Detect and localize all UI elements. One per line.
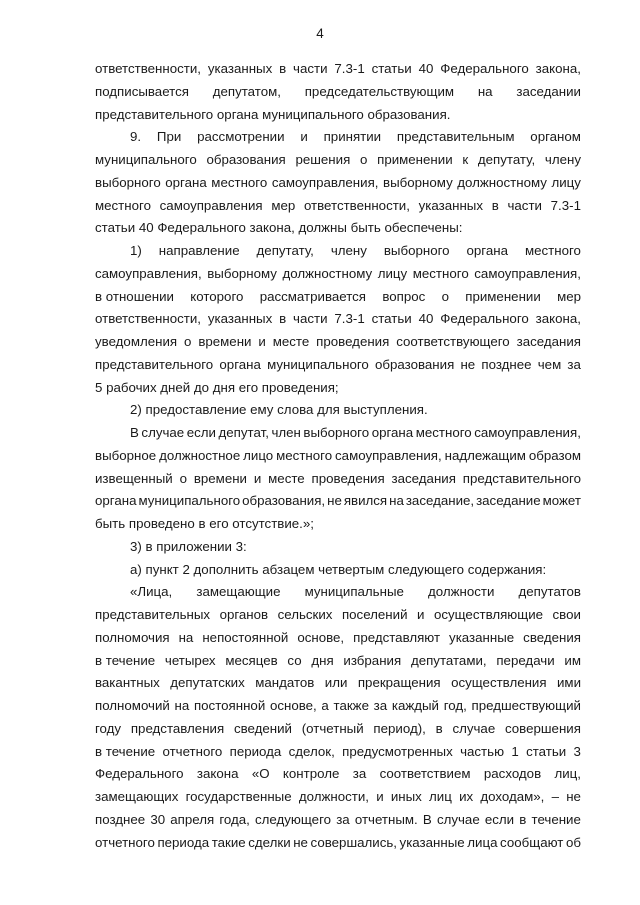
word: органа <box>466 243 508 258</box>
word: передачи <box>496 652 555 668</box>
word: 40 <box>418 311 434 327</box>
word: заседание <box>476 493 541 509</box>
text-line <box>95 354 581 377</box>
word: явился <box>343 493 388 509</box>
word: извещенный <box>95 470 173 486</box>
word: образования, <box>242 493 326 509</box>
word: в <box>279 311 287 327</box>
text-line <box>95 786 581 809</box>
text-line <box>95 672 581 695</box>
text-line <box>95 809 581 832</box>
word: члену <box>330 243 367 258</box>
word: лиц <box>429 789 452 804</box>
text-line: 5 рабочих дней до дня его проведения; <box>95 379 339 395</box>
word: отчетного <box>95 834 155 850</box>
word: применении <box>465 288 541 304</box>
word: об <box>565 834 581 850</box>
word: непостоянной <box>202 629 289 645</box>
word: на <box>477 83 493 99</box>
word: иных <box>390 789 422 804</box>
word: депутатом, <box>212 83 281 99</box>
word: за <box>352 766 367 782</box>
word: замещающие <box>196 584 281 600</box>
word: депутату, <box>477 152 536 167</box>
word: самоуправления, <box>271 174 379 190</box>
word: органов <box>219 607 269 622</box>
word: течение <box>531 811 581 827</box>
word: Федерального <box>95 766 184 782</box>
word: депутат, <box>218 425 269 440</box>
word: ответственности, <box>95 311 201 327</box>
word: со <box>287 652 302 668</box>
word: в течение <box>95 652 156 668</box>
word: 7.3-1 <box>334 311 365 327</box>
word: и <box>417 607 425 622</box>
word: проведения <box>316 334 390 349</box>
word: позднее <box>481 356 532 372</box>
word: если <box>186 425 216 440</box>
word: заседании <box>516 83 581 99</box>
text-line <box>95 741 581 764</box>
word: указанных <box>207 61 273 76</box>
word: постоянной <box>193 698 266 713</box>
word: местного <box>415 425 472 440</box>
word: избрания <box>343 652 402 668</box>
word: указанных <box>418 197 484 213</box>
word: основе, <box>269 698 317 713</box>
word: выборного <box>303 425 370 440</box>
word: представляют <box>353 629 441 645</box>
word: позднее <box>95 811 146 827</box>
word: образования <box>206 152 286 167</box>
text-line <box>95 581 581 604</box>
word: ими <box>557 675 581 691</box>
word: местного <box>95 197 151 213</box>
text-line <box>95 627 581 650</box>
word: периода <box>229 743 282 759</box>
text-line: статьи 40 Федерального закона, должны быть обеспечены: <box>95 220 463 236</box>
word: В <box>422 811 432 827</box>
word: представительного <box>462 470 581 486</box>
text-line <box>95 126 581 149</box>
word: в отношении <box>95 288 174 304</box>
word: сделки <box>248 834 291 850</box>
word: мер <box>557 288 581 304</box>
word: соответствующего <box>396 334 510 349</box>
word: не <box>293 834 308 850</box>
word: заседания <box>516 334 581 349</box>
word: 9. <box>130 129 142 145</box>
word: предусмотренных <box>342 743 453 759</box>
word: заседания <box>391 470 456 486</box>
text-line <box>95 490 581 513</box>
word: не <box>460 356 476 372</box>
word: мер <box>271 197 296 213</box>
word: лиц, <box>554 766 581 782</box>
word: органом <box>530 129 581 145</box>
word: представительного <box>95 356 214 372</box>
word: рассматривается <box>259 288 367 304</box>
word: самоуправления <box>159 197 263 213</box>
word: статьи <box>371 311 412 327</box>
word: подписывается <box>95 83 189 99</box>
word: и <box>253 470 262 486</box>
word: времени <box>198 334 252 349</box>
text-line <box>95 604 581 627</box>
word: закона, <box>535 61 581 76</box>
word: – <box>551 789 559 804</box>
word: за <box>567 356 581 372</box>
text-line: быть проведено в его отсутствие.»; <box>95 516 314 531</box>
word: местного <box>524 243 581 258</box>
word: самоуправления, <box>474 265 581 281</box>
word: статьи <box>526 743 567 759</box>
word: самоуправления, <box>95 265 202 281</box>
word: закона, <box>535 311 581 327</box>
word: а <box>321 698 329 713</box>
word: времени <box>193 470 247 486</box>
word: о <box>441 288 449 304</box>
word: также <box>333 698 369 713</box>
word: на <box>174 698 190 713</box>
word: год, <box>443 698 467 713</box>
word: о <box>179 470 187 486</box>
word: о <box>360 152 368 167</box>
word: за <box>336 811 350 827</box>
word: должностному <box>457 174 547 190</box>
word: 40 <box>418 61 434 76</box>
word: не <box>566 789 581 804</box>
word: ответственности, <box>303 197 410 213</box>
word: в <box>279 61 287 76</box>
word: указанных <box>207 311 273 327</box>
text-line <box>95 240 581 263</box>
word: в <box>435 720 443 736</box>
word: муниципального <box>138 493 241 509</box>
word: осуществления <box>451 675 547 691</box>
word: местного <box>211 174 268 190</box>
word: В <box>130 425 139 440</box>
word: случае <box>452 720 496 736</box>
word: проведения <box>311 470 385 486</box>
word: если <box>484 811 515 827</box>
text-line: 2) предоставление ему слова для выступления. <box>130 402 428 418</box>
word: сделок, <box>288 743 335 759</box>
document-body <box>95 58 581 854</box>
word: органа <box>95 493 137 509</box>
word: части <box>507 197 542 213</box>
word: рассмотрении <box>197 129 285 145</box>
word: депутату, <box>256 243 314 258</box>
word: вакантных <box>95 675 160 691</box>
text-line <box>95 308 581 331</box>
text-line <box>95 172 581 195</box>
word: депутатов <box>518 584 581 600</box>
word: им <box>564 652 581 668</box>
word: выборное <box>95 447 157 463</box>
word: указанные <box>449 629 515 645</box>
word: замещающих <box>95 789 179 804</box>
word: надлежащим <box>444 447 526 463</box>
word: предшествующий <box>471 698 581 713</box>
word: осуществляющие <box>433 607 544 622</box>
word: должности <box>428 584 495 600</box>
word: закона <box>196 766 239 782</box>
word: месте <box>268 470 305 486</box>
word: лицу <box>551 174 581 190</box>
word: местного <box>276 447 333 463</box>
text-line <box>95 195 581 218</box>
word: сельских <box>277 607 333 622</box>
word: органа <box>371 425 414 440</box>
word: должностному <box>282 265 373 281</box>
text-line <box>95 763 581 786</box>
word: случае <box>436 811 480 827</box>
word: выборного <box>383 243 450 258</box>
word: о <box>184 334 192 349</box>
word: контроле <box>282 766 340 782</box>
word: представительных <box>95 607 211 622</box>
text-line <box>95 718 581 741</box>
word: года, <box>219 811 250 827</box>
word: полномочий <box>95 698 170 713</box>
word: в <box>491 197 499 213</box>
word: их <box>459 789 474 804</box>
word: депутатских <box>170 675 245 691</box>
word: члену <box>544 152 581 167</box>
word: прекращения <box>357 675 441 691</box>
word: доходам», <box>480 789 545 804</box>
word: поселений <box>341 607 408 622</box>
word: органа <box>219 356 261 372</box>
word: в течение <box>95 743 156 759</box>
word: и <box>258 334 266 349</box>
word: образования <box>375 356 455 372</box>
word: муниципального <box>267 356 369 372</box>
word: году <box>95 720 122 736</box>
word: решения <box>295 152 351 167</box>
word: выборного <box>95 174 161 190</box>
word: совершения <box>504 720 581 736</box>
word: (отчетный <box>301 720 364 736</box>
word: или <box>324 675 348 691</box>
word: выборному <box>383 174 453 190</box>
word: должностное <box>159 447 241 463</box>
word: сведения <box>523 629 581 645</box>
word: совершались, <box>310 834 397 850</box>
word: принятии <box>323 129 382 145</box>
page-number: 4 <box>316 26 324 41</box>
word: основе, <box>297 629 345 645</box>
word: апреля <box>170 811 215 827</box>
word: к <box>462 152 469 167</box>
word: представительным <box>396 129 515 145</box>
word: частью <box>460 743 505 759</box>
word: самоуправления, <box>474 425 581 440</box>
word: части <box>293 61 328 76</box>
word: четырех <box>164 652 216 668</box>
word: Федерального <box>440 311 529 327</box>
word: вопрос <box>382 288 426 304</box>
word: заседание, <box>405 493 475 509</box>
word: периода <box>157 834 210 850</box>
text-line <box>95 445 581 468</box>
word: 7.3-1 <box>334 61 365 76</box>
word: образом <box>528 447 581 463</box>
word: «Лица, <box>130 584 173 600</box>
word: мандатов <box>255 675 315 691</box>
text-line <box>95 58 581 81</box>
word: статьи <box>371 61 412 76</box>
text-line <box>95 422 581 445</box>
word: расходов <box>483 766 542 782</box>
word: части <box>293 311 328 327</box>
word: которого <box>190 288 244 304</box>
word: на <box>178 629 194 645</box>
word: 3 <box>573 743 581 759</box>
word: в <box>519 811 527 827</box>
text-line: 3) в приложении 3: <box>130 538 247 554</box>
word: случае <box>141 425 185 440</box>
word: председательствующим <box>304 83 455 99</box>
text-line <box>95 149 581 172</box>
text-line <box>95 695 581 718</box>
word: 1) <box>130 243 142 258</box>
word: период), <box>373 720 426 736</box>
word: депутатами, <box>410 652 487 668</box>
word: соответствием <box>379 766 471 782</box>
word: При <box>156 129 182 145</box>
text-line <box>95 832 581 855</box>
text-line <box>95 81 581 104</box>
word: лица <box>467 834 498 850</box>
word: Федерального <box>440 61 529 76</box>
word: ответственности, <box>95 61 201 76</box>
word: выборному <box>207 265 277 281</box>
word: на <box>389 493 404 509</box>
word: сведений <box>233 720 292 736</box>
text-line <box>95 468 581 491</box>
word: свои <box>552 607 581 622</box>
text-line <box>95 650 581 673</box>
word: отчетного <box>162 743 223 759</box>
word: сообщают <box>500 834 564 850</box>
word: и <box>376 789 384 804</box>
word: местного <box>412 265 469 281</box>
word: 1 <box>511 743 519 759</box>
word: 30 <box>150 811 166 827</box>
word: чем <box>537 356 562 372</box>
word: органа <box>165 174 207 190</box>
word: месяцев <box>225 652 278 668</box>
word: следующего <box>255 811 332 827</box>
word: указанные <box>399 834 465 850</box>
word: лицо <box>243 447 274 463</box>
word: 7.3-1 <box>550 197 581 213</box>
word: лицу <box>377 265 408 281</box>
word: применении <box>377 152 453 167</box>
word: член <box>271 425 301 440</box>
text-line <box>95 331 581 354</box>
word: за <box>373 698 388 713</box>
text-line <box>95 263 581 286</box>
word: муниципального <box>95 152 197 167</box>
word: «О <box>251 766 270 782</box>
word: не <box>327 493 342 509</box>
word: самоуправления, <box>335 447 442 463</box>
word: государственные <box>185 789 292 804</box>
word: направление <box>158 243 240 258</box>
text-line: а) пункт 2 дополнить абзацем четвертым следующего содержания: <box>130 561 547 577</box>
word: месте <box>272 334 310 349</box>
word: и <box>300 129 308 145</box>
word: каждый <box>391 698 439 713</box>
word: должности, <box>298 789 369 804</box>
text-line: представительного органа муниципального образования. <box>95 106 451 122</box>
word: представления <box>130 720 225 736</box>
word: такие <box>211 834 246 850</box>
word: муниципальные <box>304 584 404 600</box>
word: полномочия <box>95 629 170 645</box>
word: отчетным. <box>354 811 418 827</box>
word: может <box>542 493 581 509</box>
text-line <box>95 286 581 309</box>
word: уведомления <box>95 334 178 349</box>
word: дня <box>311 652 334 668</box>
